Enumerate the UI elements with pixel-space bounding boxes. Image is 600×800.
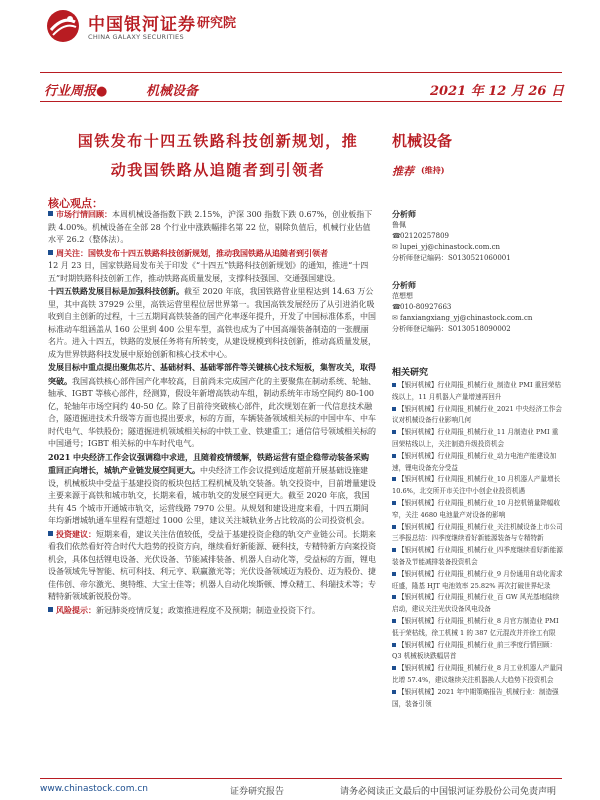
brand-name: 中国银河证券: [88, 15, 196, 35]
bullet-square-icon: [48, 607, 53, 612]
galaxy-logo-icon: [45, 8, 81, 44]
related-item[interactable]: 【银河机械】行业周报_机械行业_10 月机器人产量增长 10.6%，北交所开市关注中小创企业投资机遇: [392, 475, 561, 496]
paragraph-policy: 12 月 23 日，国家铁路局发布关于印发《“十四五”铁路科技创新规划》的通知，推进“十四五”时期铁路科技创新工作，推动铁路高质量发展，支撑科技强国、交通强国建设。: [48, 261, 369, 283]
institute-label: 研究院: [197, 16, 237, 31]
related-item[interactable]: 【银河机械】行业周报_机械行业_四季度继续看好新能源装备及节能减排装备投资机会: [392, 546, 563, 566]
email-icon: ✉: [392, 243, 398, 251]
rating-label: 推荐: [392, 165, 414, 178]
bullet-square-icon: [48, 531, 53, 536]
bullet-square-icon: [48, 211, 53, 216]
footer-report-label: 证券研究报告: [230, 787, 285, 797]
bullet-square-icon: [392, 595, 396, 599]
analyst-name: 范想想: [392, 292, 413, 300]
related-item[interactable]: 【银河机械】行业周报_机械行业_前三季度行情回顾：Q3 机械板块跌幅居首: [392, 640, 557, 661]
related-item[interactable]: 【银河机械】行业周报_机械行业_2021 中央经济工作会议对机械设备行业影响几何: [392, 404, 562, 425]
analyst-label: 分析师: [392, 209, 416, 219]
bullet-square-icon: [392, 477, 396, 481]
bullet-square-icon: [392, 454, 396, 458]
analyst-phone-row: ☎010-80927663: [392, 303, 452, 311]
analyst-cert: 分析师登记编码：S0130521060001: [392, 254, 511, 262]
paragraph-economic-conference: 2021 中央经济工作会议强调稳中求进，且随着疫情缓解，铁路运营有望企稳带动装备采购重回正向增长，城轨产业链发展空间更大。中央经济工作会议提到适度超前开展基础设施建设，机械板块中受益于基建投资的板块包括工程机械及轨交装备。轨交投资中，目前增量建设主要来源于高铁和城市轨交，长期来看，城市轨交的发展空间更大。截至 2020 年底，我国共有 45 个城市开通城市轨交，运营线路 7970 公里。从规划和建设进度来看，十四五期间年均新增城轨通车里程有望超过 1000 公里，建议关注城轨业务占比较高的公司投资机会。: [48, 451, 376, 525]
related-research-list: [392, 380, 564, 710]
bullet-square-icon: [392, 619, 396, 623]
analyst-email-row[interactable]: ✉ lupei_yj@chinastock.com.cn: [392, 243, 501, 251]
paragraph-railway-goal: 十四五铁路发展目标是加强科技创新。截至 2020 年底，我国铁路营业里程达到 14.63 万公里，其中高铁 37929 公里，高铁运营里程位居世界第一。我国高铁发展经历了从引进消化吸收到自主创新的过程，十三五期间高铁装备的国产化率逐年提升，开发了中国标准体系，中国标准动车组涵盖从 160 公里到 400 公里车型，高铁也成为了中国高端装备制造的一张靓丽名片。进入十四五，铁路的发展任务将有所转变，从建设规模到科技创新，推动高质量发展，成为世界铁路科技发展中原始创新和核心技术中心。: [48, 286, 376, 359]
bullet-square-icon: [392, 525, 396, 529]
analyst-name: 鲁佩: [392, 221, 406, 229]
brand-name-en: CHINA GALAXY SECURITIES: [88, 33, 184, 41]
bullet-square-icon: [392, 572, 396, 576]
phone-icon: ☎: [392, 232, 401, 240]
analyst-email-row[interactable]: ✉ fanxiangxiang_yj@chinastock.com.cn: [392, 314, 533, 322]
phone-icon: ☎: [392, 303, 401, 311]
email-icon: ✉: [392, 314, 398, 322]
footer-divider: [40, 778, 562, 779]
header-divider-bottom: [40, 101, 562, 102]
analyst-block-2: [392, 280, 532, 335]
bullet-square-icon: [48, 250, 53, 255]
paragraph-risk: 风险提示：新冠肺炎疫情反复；政策推进程度不及预期；制造业投资下行。: [48, 604, 376, 618]
footer-website-link[interactable]: www.chinastock.com.cn: [40, 784, 148, 794]
footer-disclaimer: 请务必阅读正文最后的中国银河证券股份公司免责声明: [340, 787, 557, 797]
related-item[interactable]: 【银河机械】行业周报_机械行业_动力电池产能建设加速，锂电设备充分受益: [392, 451, 557, 472]
report-type: 行业周报●: [44, 84, 108, 99]
related-item[interactable]: 【银河机械】行业周报_机械行业_8 月官方制造业 PMI 低于荣枯线，徐工机械 1 的 387 亿元混改并并徐工有限: [392, 616, 559, 637]
related-research-title: 相关研究: [392, 368, 429, 378]
analyst-label: 分析师: [392, 280, 416, 290]
related-item[interactable]: 【银河机械】行业周报_机械行业_11 月制造业 PMI 重回荣枯线以上，关注制造升级投资机会: [392, 428, 559, 448]
bullet-square-icon: [392, 383, 396, 387]
related-item[interactable]: 【银河机械】行业周报_机械行业_10 月挖机销量降幅收窄，关注 4680 电池量产对设备的影响: [392, 498, 561, 519]
bullet-square-icon: [392, 666, 396, 670]
title-line-2: 动我国铁路从追随者到引领者: [110, 161, 326, 179]
related-item[interactable]: 【银河机械】行业周报_机械行业_制造业 PMI 重回荣枯线以上，11 月机器人产量增速再回升: [392, 381, 562, 401]
related-item[interactable]: 【银河机械】行业周报_机械行业_百 GW 风光基地陆续启动，建议关注光伏设备风电设备: [392, 593, 560, 614]
bullet-square-icon: [392, 407, 396, 411]
bullet-square-icon: [392, 430, 396, 434]
bullet-square-icon: [392, 548, 396, 552]
title-line-1: 国铁发布十四五铁路科技创新规划，推: [77, 132, 359, 150]
report-title: [48, 127, 388, 185]
analyst-phone-row: ☎02120257809: [392, 232, 449, 240]
bullet-square-icon: [392, 690, 396, 694]
related-item[interactable]: 【银河机械】行业周报_机械行业_关注机械设备上市公司三季报总结：四季度继续看好新能源装备与专精特新: [392, 522, 563, 543]
sidebar-industry: 机械设备: [392, 132, 453, 150]
paragraph-weekly-focus: 周关注：国铁发布十四五铁路科技创新规划，推动我国铁路从追随者到引领者: [48, 247, 376, 261]
industry-label: 机械设备: [146, 84, 199, 99]
related-item[interactable]: 【银河机械】2021 年中期策略报告_机械行业：制造强国，装备引领: [392, 687, 559, 708]
bullet-square-icon: [392, 643, 396, 647]
paragraph-market-review: 市场行情回顾：本周机械设备指数下跌 2.15%，沪深 300 指数下跌 0.67%，创业板指下跌 4.00%。机械设备在全部 28 个行业中涨跌幅排名第 22 位，剔除负值后，机械行业估值水平 26.2（整体法）。: [48, 209, 373, 244]
header-divider-top: [40, 72, 562, 73]
main-body: [48, 208, 376, 617]
report-date: 2021 年 12 月 26 日: [430, 84, 564, 99]
paragraph-core-tech: 发展目标中重点提出聚焦芯片、基础材料、基础零部件等关键核心技术短板，集智攻关，取得突破。我国高铁核心部件国产化率较高，目前尚未完成国产化的主要聚焦在制动系统、轮轴、轴承、IGBT 等核心部件，经测算，假设年新增高铁动车组，制动系统年市场空间约 80-100 亿，轮轴年市场空间约 40-50 亿。除了目前待突破核心部件，此次规划在新一代信息技术融合，隧道掘进技术升级等方面也提出要求，标的方面，车辆装备领域相关标的中国中车、中车时代电气、华铁股份；隧道掘进机领域相关标的中铁工业、铁建重工；通信信号领域相关标的中国通号；IGBT 相关标的中车时代电气。: [48, 362, 376, 448]
related-item[interactable]: 【银河机械】行业周报_机械行业_8 月工业机器人产量同比增 57.4%，建议继续关注机器换人大趋势下投资机会: [392, 664, 563, 684]
analyst-block-1: [392, 209, 511, 264]
rating-sub: (维持): [421, 165, 445, 175]
paragraph-investment-advice: 投资建议：短期来看，建议关注估值较低，受益于基建投资企稳的轨交产业链公司。长期来看我们依然看好符合时代大趋势的投资方向，继续看好新能源、硬科技，专精特新方向案投资机会，具体包括锂电设备、光伏设备、节能减排装备、机器人自动化等，受益标的方面，锂电设备领域先导智能、杭可科技、利元亨、联赢激光等；光伏设备领域迈为股份、迈为股份、捷佳伟创、帝尔激光、奥特维、大宝士佳等；机器人自动化埃斯顿、博众精工、科瑞技术等；专精特新领域新锐股份等。: [48, 528, 376, 601]
core-view-label: 核心观点：: [48, 197, 103, 210]
analyst-cert: 分析师登记编码：S0130518090002: [392, 325, 511, 333]
related-item[interactable]: 【银河机械】行业周报_机械行业_9 月份通用自动化需求旺盛，隆基 HJT 电池效率 25.82% 再次打破世界纪录: [392, 569, 563, 590]
bullet-square-icon: [392, 501, 396, 505]
